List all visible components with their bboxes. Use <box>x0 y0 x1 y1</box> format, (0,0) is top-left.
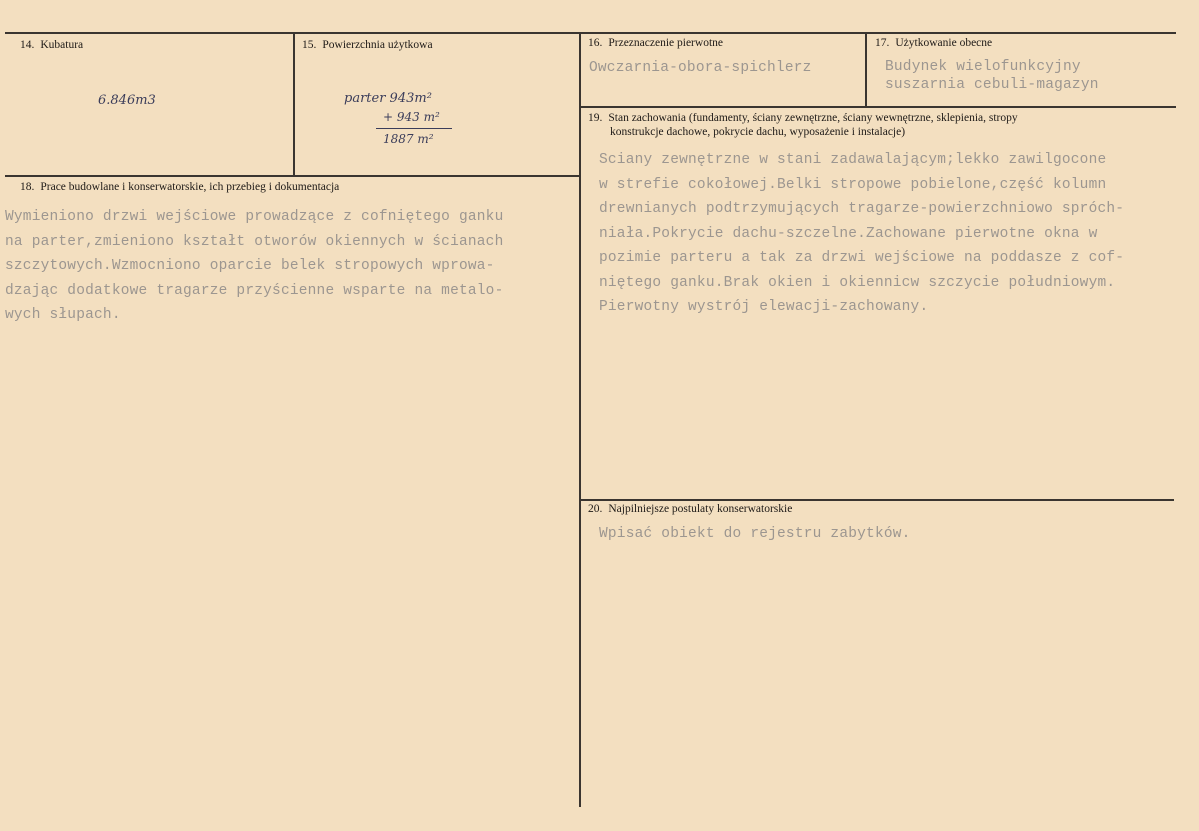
col-divider-14-15 <box>293 33 295 175</box>
top-border-line <box>5 32 1176 34</box>
field-15-line-2: + 943 m² <box>383 110 440 124</box>
field-15-label <box>302 38 433 52</box>
field-20-label <box>588 502 792 516</box>
field-18-line-5: wych słupach. <box>5 307 121 323</box>
row1-divider-left <box>5 175 579 177</box>
field-18-line-3: szczytowych.Wzmocniono oparcie belek stropowych wprowa- <box>5 258 495 274</box>
field-16-number: 16. <box>588 37 603 49</box>
field-20-number: 20. <box>588 503 603 515</box>
field-15-line-3: 1887 m² <box>383 132 434 146</box>
section-20-divider <box>580 499 1174 501</box>
field-20-title: Najpilniejsze postulaty konserwatorskie <box>608 503 793 515</box>
field-19-line-1: Sciany zewnętrzne w stani zadawalającym;lekko zawilgocone <box>599 152 1107 168</box>
field-17-label <box>875 36 992 50</box>
field-19-line-7: Pierwotny wystrój elewacji-zachowany. <box>599 299 929 315</box>
field-19-label <box>588 111 1018 139</box>
field-15-line-1: parter 943m² <box>344 91 432 106</box>
field-17-line-2: suszarnia cebuli-magazyn <box>885 77 1099 93</box>
field-14-value: 6.846m3 <box>98 93 156 108</box>
field-15-sum-rule <box>376 128 452 129</box>
col-divider-16-17 <box>865 33 867 106</box>
field-16-title: Przeznaczenie pierwotne <box>608 37 723 49</box>
field-19-line-5: pozimie parteru a tak za drzwi wejściowe na poddasze z cof- <box>599 250 1125 266</box>
row1-divider-right <box>580 106 1176 108</box>
field-15-number: 15. <box>302 39 317 51</box>
field-18-title: Prace budowlane i konserwatorskie, ich przebieg i dokumentacja <box>40 181 340 193</box>
field-17-title: Użytkowanie obecne <box>895 37 993 49</box>
col-divider-main <box>579 33 581 807</box>
field-19-line-3: drewnianych podtrzymujących tragarze-powierzchniowo spróch- <box>599 201 1125 217</box>
field-15-title: Powierzchnia użytkowa <box>322 39 433 51</box>
field-17-line-1: Budynek wielofunkcyjny <box>885 59 1081 75</box>
field-16-label <box>588 36 723 50</box>
field-17-number: 17. <box>875 37 890 49</box>
field-19-line-2: w strefie cokołowej.Belki stropowe pobielone,część kolumn <box>599 176 1107 193</box>
field-19-number: 19. <box>588 112 603 124</box>
field-20-value: Wpisać obiekt do rejestru zabytków. <box>599 526 911 542</box>
field-19-title-line-1: Stan zachowania (fundamenty, ściany zewnętrzne, ściany wewnętrzne, sklepienia, stropy <box>608 112 1018 124</box>
field-18-line-4: dzając dodatkowe tragarze przyścienne wsparte na metalo- <box>5 282 504 299</box>
field-18-label <box>20 180 339 194</box>
field-18-number: 18. <box>20 181 35 193</box>
field-18-line-2: na parter,zmieniono kształt otworów okiennych w ścianach <box>5 233 504 250</box>
field-14-title: Kubatura <box>40 39 84 51</box>
field-16-value: Owczarnia-obora-spichlerz <box>589 60 812 76</box>
field-19-line-6: niętego ganku.Brak okien i okiennicw szczycie południowym. <box>599 274 1116 291</box>
field-14-label <box>20 38 83 52</box>
field-19-title-line-2: konstrukcje dachowe, pokrycie dachu, wyposażenie i instalacje) <box>610 126 906 138</box>
field-19-line-4: niała.Pokrycie dachu-szczelne.Zachowane pierwotne okna w <box>599 225 1098 242</box>
field-18-line-1: Wymieniono drzwi wejściowe prowadzące z cofniętego ganku <box>5 209 504 225</box>
field-14-number: 14. <box>20 39 35 51</box>
